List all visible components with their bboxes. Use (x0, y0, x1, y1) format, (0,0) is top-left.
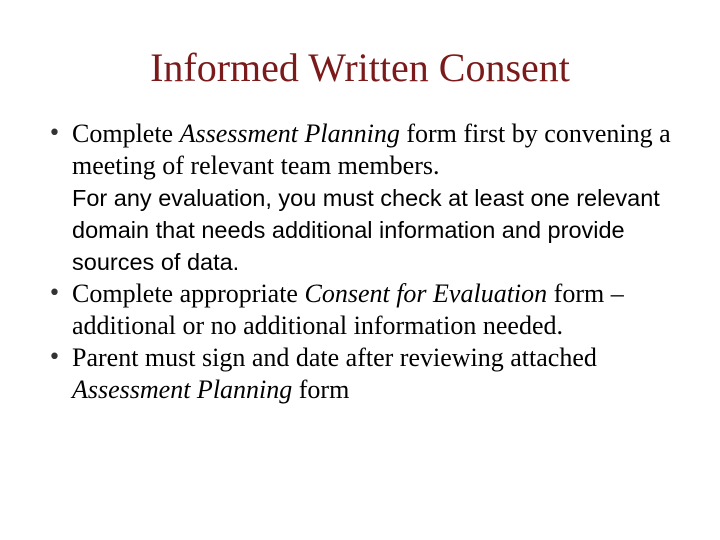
bullet-text (72, 279, 624, 340)
bullet-icon: • (48, 121, 61, 146)
slide-title: Informed Written Consent (150, 45, 570, 90)
bullet-text-italic: Consent for Evaluation (304, 279, 548, 308)
bullet-text-post: form – additional or no additional information needed. (72, 279, 624, 340)
bullet-text-pre: Complete (72, 119, 180, 148)
bullet-item (44, 278, 684, 342)
bullet-text-post: form first by convening a meeting of relevant team members. (72, 119, 671, 180)
bullet-text-pre: Parent must sign and date after reviewing attached (72, 343, 597, 372)
bullet-list (44, 118, 684, 406)
bullet-text-post: form (292, 375, 350, 404)
bullet-icon: • (48, 281, 61, 306)
bullet-text (72, 343, 597, 404)
bullet-item (44, 118, 684, 278)
bullet-extra-text: For any evaluation, you must check at least one relevant domain that needs additional information and provide sources of data. (72, 185, 660, 275)
bullet-text-italic: Assessment Planning (72, 375, 293, 404)
bullet-text-italic: Assessment Planning (179, 119, 400, 148)
bullet-text-pre: Complete appropriate (72, 279, 305, 308)
bullet-text (72, 119, 671, 180)
bullet-icon: • (48, 345, 61, 370)
bullet-item (44, 342, 684, 406)
